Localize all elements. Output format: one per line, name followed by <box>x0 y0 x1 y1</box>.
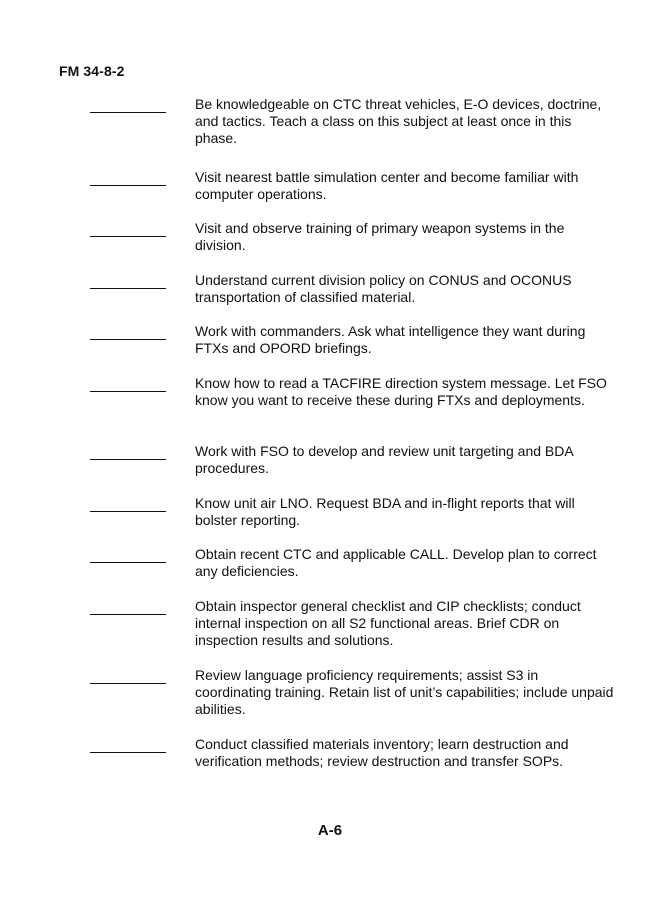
checklist-item-text: Obtain recent CTC and applicable CALL. Develop plan to correct any deficiencies. <box>195 546 597 579</box>
checkoff-blank[interactable] <box>90 185 166 186</box>
checkoff-blank[interactable] <box>90 752 166 753</box>
checklist-item-text: Understand current division policy on CONUS and OCONUS transportation of classified material. <box>195 272 572 305</box>
checkoff-blank[interactable] <box>90 236 166 237</box>
checklist-item-text: Review language proficiency requirements; assist S3 in coordinating training. Retain list of unit’s capabilities; include unpaid abilities. <box>195 667 614 717</box>
checklist-item-text: Conduct classified materials inventory; learn destruction and verification methods; review destruction and transfer SOPs. <box>195 736 569 769</box>
checkoff-blank[interactable] <box>90 339 166 340</box>
manual-id-header: FM 34-8-2 <box>59 63 125 79</box>
checklist-item-text: Obtain inspector general checklist and CIP checklists; conduct internal inspection on all S2 functional areas. Brief CDR on inspection results and solutions. <box>195 598 581 648</box>
checkoff-blank[interactable] <box>90 511 166 512</box>
checkoff-blank[interactable] <box>90 459 166 460</box>
checkoff-blank[interactable] <box>90 288 166 289</box>
checklist-item-text: Visit and observe training of primary weapon systems in the division. <box>195 220 565 253</box>
checklist-item-text: Be knowledgeable on CTC threat vehicles, E-O devices, doctrine, and tactics. Teach a class on this subject at least once in this phase. <box>195 96 602 146</box>
checkoff-blank[interactable] <box>90 614 166 615</box>
page-number: A-6 <box>317 822 343 839</box>
checkoff-blank[interactable] <box>90 112 166 113</box>
checklist-item-text: Know how to read a TACFIRE direction system message. Let FSO know you want to receive these during FTXs and deployments. <box>195 375 607 408</box>
checklist-item-text: Work with FSO to develop and review unit targeting and BDA procedures. <box>195 443 573 476</box>
checkoff-blank[interactable] <box>90 683 166 684</box>
checkoff-blank[interactable] <box>90 391 166 392</box>
checkoff-blank[interactable] <box>90 562 166 563</box>
checklist-item-text: Work with commanders. Ask what intelligence they want during FTXs and OPORD briefings. <box>195 323 586 356</box>
checklist-item-text: Know unit air LNO. Request BDA and in-flight reports that will bolster reporting. <box>195 495 575 528</box>
checklist-item-text: Visit nearest battle simulation center and become familiar with computer operations. <box>195 169 579 202</box>
